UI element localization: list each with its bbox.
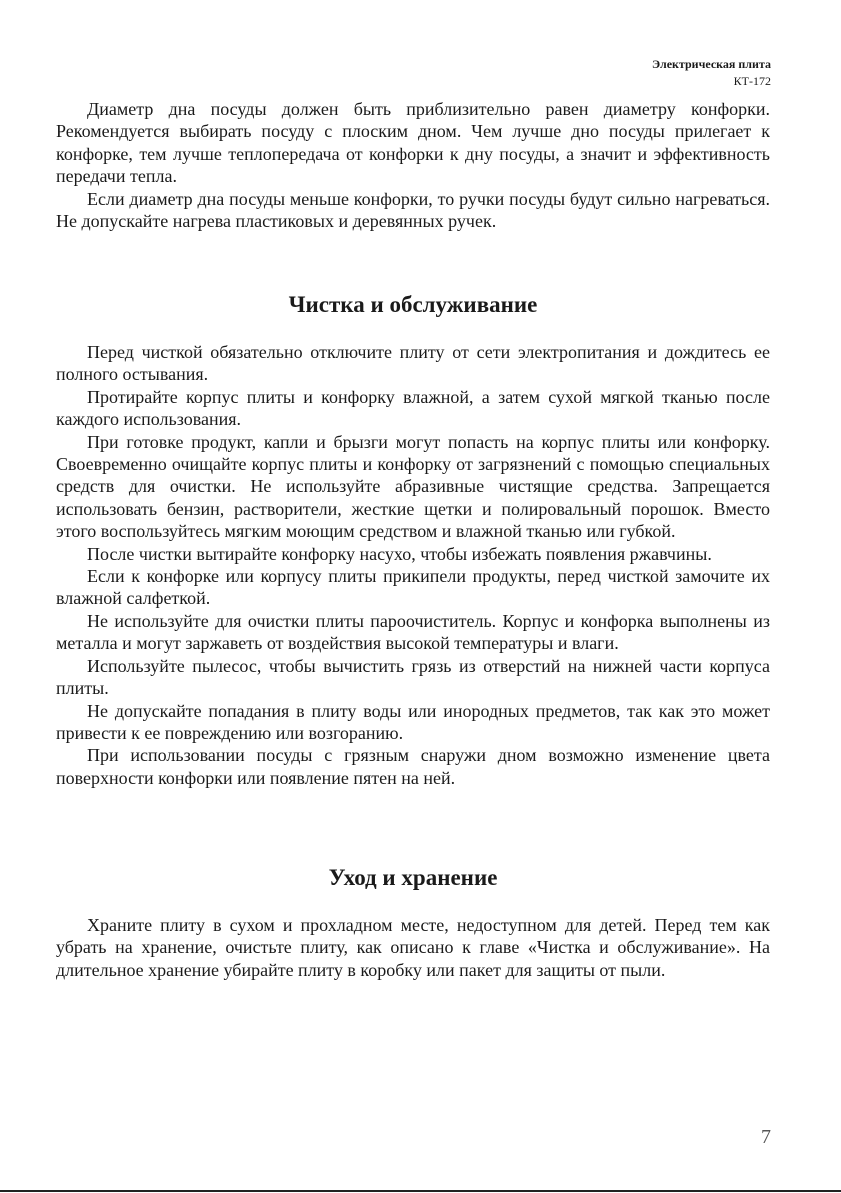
paragraph: После чистки вытирайте конфорку насухо, чтобы избежать появления ржавчины. [87, 543, 712, 564]
paragraph: Храните плиту в сухом и прохладном месте, недоступном для детей. Перед тем как убрать на хранение, очистьте плиту, как описано к главе «Чистка и обслуживание». На длительное хранение убирайте плиту в коробку или пакет для защиты от пыли. [56, 915, 770, 980]
paragraph: Если к конфорке или корпусу плиты прикипели продукты, перед чисткой замочите их влажной салфеткой. [56, 566, 770, 609]
paragraph: Не допускайте попадания в плиту воды или инородных предметов, так как это может привести к ее повреждению или возгоранию. [56, 700, 770, 743]
paragraph: Перед чисткой обязательно отключите плиту от сети электропитания и дождитесь ее полного остывания. [56, 342, 770, 385]
cleaning-heading-block [56, 291, 770, 319]
header-model: КТ-172 [733, 74, 771, 88]
paragraph: Диаметр дна посуды должен быть приблизительно равен диаметру конфорки. Рекомендуется выбирать посуду с плоским дном. Чем лучше дно посуды прилегает к конфорке, тем лучше теплопередача от конфорки к дну посуды, а значит и эффективность передачи тепла. [56, 99, 770, 187]
intro-section [56, 98, 770, 232]
running-header [652, 56, 771, 90]
paragraph: При использовании посуды с грязным снаружи дном возможно изменение цвета поверхности конфорки или появление пятен на ней. [56, 745, 770, 788]
paragraph: Не используйте для очистки плиты пароочиститель. Корпус и конфорка выполнены из металла и могут заржаветь от воздействия высокой температуры и влаги. [56, 610, 770, 654]
page-number: 7 [761, 1126, 771, 1148]
bottom-rule [0, 1190, 841, 1192]
header-title: Электрическая плита [652, 57, 771, 71]
section-heading: Чистка и обслуживание [288, 292, 538, 317]
paragraph: Если диаметр дна посуды меньше конфорки, то ручки посуды будут сильно нагреваться. Не допускайте нагрева пластиковых и деревянных ручек. [56, 188, 770, 232]
paragraph: Протирайте корпус плиты и конфорку влажной, а затем сухой мягкой тканью после каждого использования. [56, 386, 770, 430]
section-heading: Уход и хранение [328, 865, 498, 890]
paragraph: Используйте пылесос, чтобы вычистить грязь из отверстий на нижней части корпуса плиты. [56, 655, 770, 699]
storage-heading-block [56, 864, 770, 892]
paragraph: При готовке продукт, капли и брызги могут попасть на корпус плиты или конфорку. Своевременно очищайте корпус плиты и конфорку от загрязнений с помощью специальных средств для очистки. Не используйте абразивные чистящие средства. Запрещается использовать бензин, растворители, жесткие щетки и полировальный порошок. Вместо этого воспользуйтесь мягким моющим средством и влажной тканью или губкой. [56, 431, 770, 542]
storage-section [56, 914, 770, 981]
cleaning-section [56, 341, 770, 789]
